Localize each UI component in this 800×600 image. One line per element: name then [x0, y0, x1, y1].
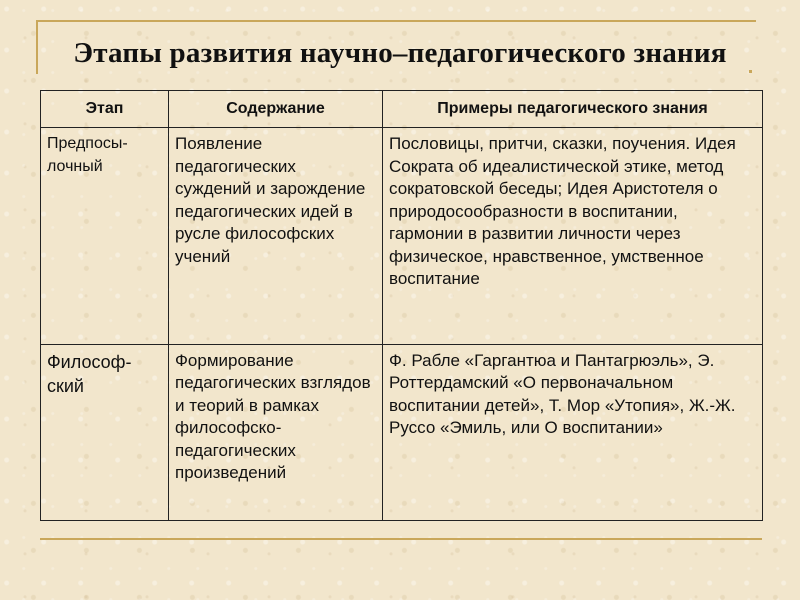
- bottom-decor-line: [40, 538, 762, 540]
- header-stage: Этап: [41, 91, 169, 128]
- table-row: [41, 344, 763, 520]
- stages-table: [40, 90, 763, 521]
- table-header-row: [41, 91, 763, 128]
- header-content: Содержание: [169, 91, 383, 128]
- content-cell: Формирование педагогических взглядов и теорий в рамках философско-педагогических произведений: [169, 344, 383, 520]
- slide-title: Этапы развития научно–педагогического знания: [73, 37, 727, 69]
- left-decor-line: [36, 20, 38, 74]
- header-examples: Примеры педагогического знания: [383, 91, 763, 128]
- content-cell: Появление педагогических суждений и зарождение педагогических идей в русле философских учений: [169, 128, 383, 345]
- stage-cell: Философ-ский: [41, 344, 169, 520]
- examples-cell: Ф. Рабле «Гаргантюа и Пантагрюэль», Э. Роттердамский «О первоначальном воспитании детей», Т. Мор «Утопия», Ж.-Ж. Руссо «Эмиль, или О воспитании»: [383, 344, 763, 520]
- examples-cell: Пословицы, притчи, сказки, поучения. Идея Сократа об идеалистической этике, метод сократовской беседы; Идея Аристотеля о природосообразности в воспитании, гармонии в развитии личности через физическое, нравственное, умственное воспитание: [383, 128, 763, 345]
- table-row: [41, 128, 763, 345]
- top-decor-line: [36, 20, 756, 22]
- stage-cell: Предпосы-лочный: [41, 128, 169, 345]
